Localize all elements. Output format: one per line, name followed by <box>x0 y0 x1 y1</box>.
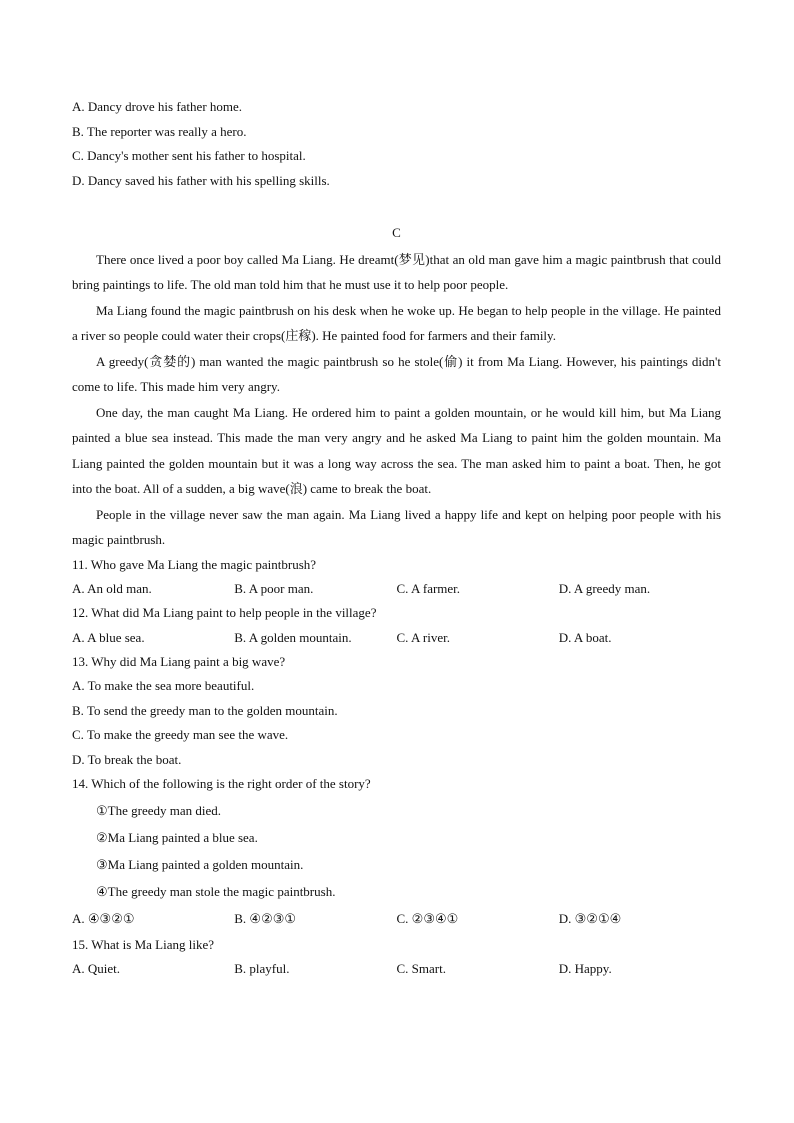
answer-options <box>72 957 721 981</box>
exam-page <box>72 95 721 981</box>
answer-options <box>72 626 721 650</box>
question-stem: 13. Why did Ma Liang paint a big wave? <box>72 653 286 669</box>
passage-paragraph: There once lived a poor boy called Ma Liang. He dreamt(梦见)that an old man gave him a magic paintbrush that could bring paintings to life. The old man told him that he must use it to help poor people. <box>72 251 721 292</box>
option-c: C. A farmer. <box>396 581 461 596</box>
question-stem: 15. What is Ma Liang like? <box>72 936 215 952</box>
previous-question-options <box>72 95 721 193</box>
option-d: D. A boat. <box>558 629 612 645</box>
option-c: C. To make the greedy man see the wave. <box>72 727 289 742</box>
option-c: C. Smart. <box>396 961 446 976</box>
question-stem: 14. Which of the following is the right order of the story? <box>72 776 371 791</box>
question-stem: 11. Who gave Ma Liang the magic paintbrush? <box>72 556 317 572</box>
option-b: B. The reporter was really a hero. <box>72 123 247 139</box>
passage-paragraph: People in the village never saw the man again. Ma Liang lived a happy life and kept on helping poor people with his magic paintbrush. <box>72 506 721 547</box>
option-d: D. Happy. <box>558 961 612 976</box>
story-event: ②Ma Liang painted a blue sea. <box>96 829 258 845</box>
question-13 <box>72 650 721 773</box>
option-d: D. ③②①④ <box>558 910 622 926</box>
option-d: D. To break the boat. <box>72 751 182 767</box>
option-a: A. Quiet. <box>72 961 121 976</box>
option-b: B. To send the greedy man to the golden mountain. <box>72 702 338 718</box>
passage-paragraph: A greedy(贪婪的) man wanted the magic paintbrush so he stole(偷) it from Ma Liang. However, his paintings didn't come to life. This made him very angry. <box>72 353 721 394</box>
passage-paragraph: Ma Liang found the magic paintbrush on his desk when he woke up. He began to help people in the village. He painted a river so people could water their crops(庄稼). He painted food for farmers and their family. <box>72 302 721 343</box>
question-stem: 12. What did Ma Liang paint to help people in the village? <box>72 605 377 620</box>
story-event: ③Ma Liang painted a golden mountain. <box>96 856 304 872</box>
option-b: B. A poor man. <box>234 581 314 596</box>
story-event: ①The greedy man died. <box>96 802 221 818</box>
option-c: C. A river. <box>396 629 450 645</box>
section-label: C <box>392 225 401 240</box>
option-b: B. A golden mountain. <box>234 629 352 645</box>
option-a: A. To make the sea more beautiful. <box>72 678 255 693</box>
answer-options <box>72 577 721 601</box>
option-a: A. Dancy drove his father home. <box>72 99 243 114</box>
option-d: D. A greedy man. <box>558 581 651 596</box>
option-d: D. Dancy saved his father with his spelling skills. <box>72 172 330 188</box>
question-11 <box>72 553 721 602</box>
question-14 <box>72 772 721 933</box>
question-12 <box>72 601 721 650</box>
option-b: B. ④②③① <box>234 910 297 926</box>
option-c: C. Dancy's mother sent his father to hospital. <box>72 148 306 163</box>
question-15 <box>72 933 721 982</box>
option-a: A. An old man. <box>72 581 152 596</box>
answer-options <box>72 905 721 933</box>
reading-passage <box>72 247 721 553</box>
option-b: B. playful. <box>234 961 290 976</box>
option-a: A. A blue sea. <box>72 629 145 645</box>
option-c: C. ②③④① <box>396 910 459 926</box>
option-a: A. ④③②① <box>72 910 135 926</box>
passage-paragraph: One day, the man caught Ma Liang. He ordered him to paint a golden mountain, or he would kill him, but Ma Liang painted a blue sea instead. This made the man very angry and he asked Ma Liang to paint him the golden mountain. Ma Liang painted the golden mountain but it was a long way across the sea. The man asked him to paint a boat. Then, he got into the boat. All of a sudden, a big wave(浪) came to break the boat. <box>72 404 721 496</box>
story-event: ④The greedy man stole the magic paintbrush. <box>96 883 336 899</box>
